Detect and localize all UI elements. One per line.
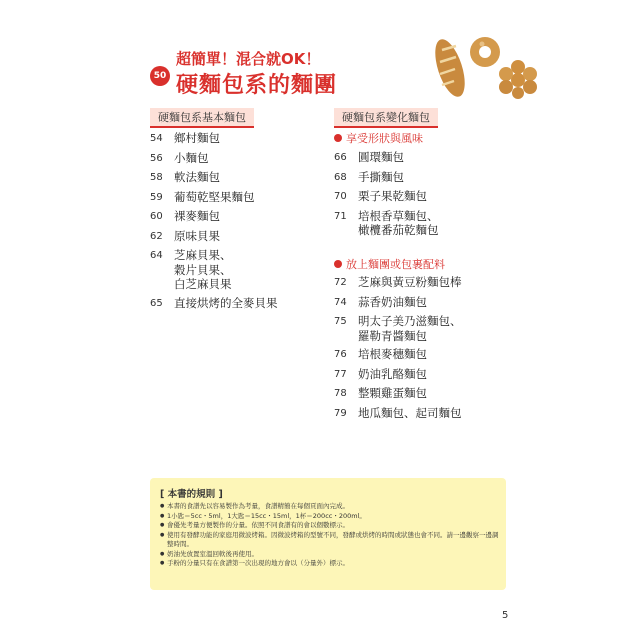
toc-page-number: 78 (334, 388, 347, 399)
toc-entry-title: 芝麻與黃豆粉麵包棒 (358, 275, 462, 289)
round-bread-image (470, 37, 500, 67)
rule-item: ● 會優先考量方便製作的分量。依照不同食譜有的會以個數標示。 (160, 521, 500, 531)
section-tab-variation-label: 硬麵包系變化麵包 (342, 111, 430, 124)
shape-flavor-list (334, 150, 504, 242)
group-heading-label: 放上麵團或包裹配料 (346, 258, 445, 271)
toc-entry (150, 151, 310, 167)
toc-page-number: 74 (334, 296, 347, 308)
toc-entry (150, 248, 310, 292)
toc-entry-title: 培根香草麵包、 橄欖番茄乾麵包 (358, 208, 439, 237)
toc-page-number: 79 (334, 407, 347, 419)
toc-entry (150, 229, 310, 245)
toc-page-number: 77 (334, 368, 347, 380)
toc-entry-title: 芝麻貝果、 穀片貝果、 白芝麻貝果 (174, 248, 232, 291)
toc-page-number: 59 (150, 191, 163, 203)
toc-page-number: 65 (150, 297, 163, 309)
toc-entry-title: 蒜香奶油麵包 (358, 294, 427, 309)
toc-entry-title: 鄉村麵包 (174, 131, 220, 145)
section-tab-basic (150, 108, 254, 128)
toc-entry-title: 裸麥麵包 (174, 209, 220, 223)
group-heading-toppings (334, 256, 445, 272)
toc-entry-title: 地瓜麵包、起司麵包 (358, 405, 462, 420)
group-heading-shape-flavor (334, 130, 423, 146)
toc-page-number: 75 (334, 316, 347, 327)
toc-entry-title: 直接烘烤的全麥貝果 (174, 295, 278, 310)
toc-entry (334, 367, 504, 383)
bread-illustration (430, 30, 550, 100)
group-heading-label: 享受形狀與風味 (346, 132, 423, 145)
toc-entry (334, 314, 504, 343)
toc-entry-title: 葡萄乾堅果麵包 (174, 189, 255, 204)
toc-entry (334, 170, 504, 186)
toc-entry (150, 170, 310, 186)
chapter-page-badge: 50 (150, 66, 170, 86)
toc-page-number: 60 (150, 211, 163, 222)
toc-entry (334, 347, 504, 363)
toc-entry-title: 明太子美乃滋麵包、 羅勒青醬麵包 (358, 314, 462, 343)
section-tab-basic-label: 硬麵包系基本麵包 (158, 111, 246, 124)
toc-entry (334, 275, 504, 291)
toc-entry-title: 小麵包 (174, 150, 209, 165)
toc-entry (150, 296, 310, 312)
book-rules-box (150, 478, 506, 590)
toc-entry-title: 培根麥穗麵包 (358, 347, 427, 361)
bullet-dot-icon (334, 260, 342, 268)
rule-item: ● 手粉的分量只有在食譜第一次出現的地方會以（分量外）標示。 (160, 559, 500, 569)
toc-entry (334, 406, 504, 422)
toc-entry-title: 奶油乳酪麵包 (358, 366, 427, 381)
toc-page-number: 68 (334, 171, 347, 183)
rules-title: [ 本書的規則 ] (160, 489, 223, 500)
bullet-dot-icon (334, 134, 342, 142)
toc-entry-title: 手撕麵包 (358, 169, 404, 184)
toc-entry-title: 原味貝果 (174, 228, 220, 243)
chapter-subtitle: 超簡單！混合就OK！ (176, 50, 321, 68)
toc-page-number: 56 (150, 152, 163, 164)
section-tab-variation (334, 108, 438, 128)
baguette-image (430, 36, 471, 100)
topping-list (334, 275, 504, 425)
toc-entry-title: 圓環麵包 (358, 150, 404, 164)
basic-bread-list (150, 131, 310, 315)
toc-entry (334, 386, 504, 402)
chapter-title: 硬麵包系的麵團 (176, 73, 338, 98)
rule-item: ● 奶油先放置室溫回軟後再使用。 (160, 550, 500, 560)
toc-entry (150, 131, 310, 147)
toc-entry-title: 整顆雞蛋麵包 (358, 386, 427, 400)
toc-page-number: 72 (334, 277, 347, 288)
toc-page-number: 62 (150, 230, 163, 242)
toc-page-number: 54 (150, 133, 163, 144)
toc-entry (334, 295, 504, 311)
toc-entry (334, 189, 504, 205)
rule-item: ● 本書的食譜先以容易製作為考量，食譜精簡在每個頁面內完成。 (160, 502, 500, 512)
rule-item: ● 使用有發酵功能的家庭用微波烤箱。因微波烤箱的型號不同，發酵或烘烤的時間或狀態也會不同。請一邊觀察一邊調整時間。 (160, 531, 500, 550)
toc-entry-title: 栗子果乾麵包 (358, 189, 427, 203)
toc-entry (334, 150, 504, 166)
toc-entry (334, 209, 504, 238)
toc-page-number: 70 (334, 191, 347, 202)
toc-entry (150, 209, 310, 225)
rules-list (160, 502, 500, 569)
toc-entry-title: 軟法麵包 (174, 170, 220, 184)
toc-page-number: 58 (150, 172, 163, 183)
page-number: 5 (502, 610, 509, 621)
toc-page-number: 76 (334, 349, 347, 360)
flower-bread-image (499, 60, 537, 99)
toc-entry (150, 190, 310, 206)
toc-page-number: 66 (334, 152, 347, 163)
toc-page-number: 71 (334, 210, 347, 222)
rule-item: ● 1小匙＝5cc・5ml，1大匙＝15cc・15ml，1杯＝200cc・200ml。 (160, 512, 500, 522)
toc-page-number: 64 (150, 250, 163, 261)
